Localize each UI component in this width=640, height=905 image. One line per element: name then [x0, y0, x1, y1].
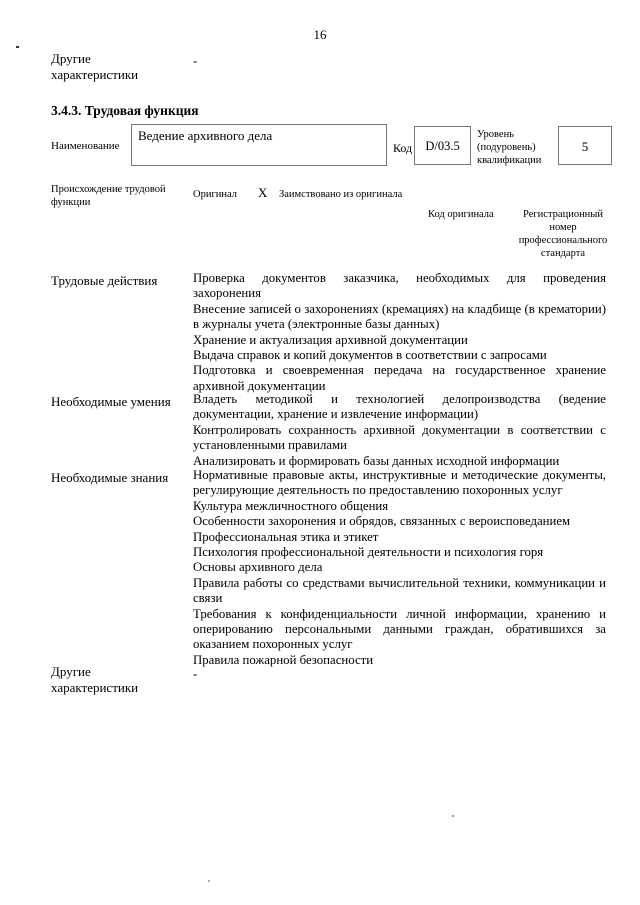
level-value: 5: [581, 139, 589, 154]
knowledge-item: Основы архивного дела: [193, 560, 323, 575]
level-label: Уровень (подуровень) квалификации: [477, 129, 542, 166]
knowledge-item: Особенности захоронения и обрядов, связанных с вероисповеданием: [193, 514, 571, 529]
skills-list: [193, 392, 606, 469]
labor-action-item: Хранение и актуализация архивной документации: [193, 332, 468, 347]
code-label: Код: [393, 141, 413, 155]
origin-mark: X: [258, 185, 268, 200]
origin-borrowed: Заимствовано из оригинала: [279, 189, 403, 200]
scan-speck: [208, 880, 210, 882]
skill-item: Контролировать сохранность архивной документации в соответствии с установленными правилами: [193, 422, 606, 453]
labor-action-item: Подготовка и своевременная передача на государственное хранение архивной документации: [193, 363, 606, 393]
labor-action-item: Выдача справок и копий документов в соответствии с запросами: [193, 348, 547, 363]
scan-speck: [452, 815, 454, 817]
labor-action-item: Проверка документов заказчика, необходимых для проведения захоронения: [193, 271, 606, 301]
page-number: 16: [313, 27, 327, 42]
origin-label: Происхождение трудовой функции: [51, 184, 166, 208]
name-box: [131, 124, 387, 166]
knowledge-list: [193, 468, 606, 668]
code-value: D/03.5: [425, 139, 460, 153]
name-label: Наименование: [51, 140, 120, 152]
name-value: Ведение архивного дела: [138, 128, 273, 143]
knowledge-item: Правила работы со средствами вычислительной техники, коммуникации и связи: [193, 575, 606, 606]
knowledge-item: Нормативные правовые акты, инструктивные и методические документы, регулирующие деятельность по предоставлению похоронных услуг: [193, 468, 606, 498]
labor-actions-list: [193, 271, 606, 394]
bottom-other-value: -: [193, 666, 198, 681]
knowledge-item: Правила пожарной безопасности: [193, 652, 374, 667]
reg-number-label: Регистрационный номер профессионального стандарта: [518, 209, 608, 259]
section-title: 3.4.3. Трудовая функция: [51, 103, 199, 118]
knowledge-item: Психология профессиональной деятельности и психология горя: [193, 545, 544, 560]
knowledge-item: Культура межличностного общения: [193, 498, 389, 513]
knowledge-label: Необходимые знания: [51, 470, 169, 485]
origin-original: Оригинал: [193, 189, 237, 200]
top-other-label: Другие характеристики: [51, 51, 139, 82]
bottom-other-label: Другие характеристики: [51, 664, 139, 695]
skill-item: Анализировать и формировать базы данных исходной информации: [193, 453, 560, 468]
knowledge-item: Профессиональная этика и этикет: [193, 529, 379, 544]
code-original-label: Код оригинала: [428, 209, 494, 220]
labor-actions-label: Трудовые действия: [51, 273, 158, 288]
scan-speck: [16, 46, 19, 48]
skill-item: Владеть методикой и технологией делопроизводства (ведение документации, хранение и извлечение информации): [193, 392, 606, 422]
level-box: [558, 126, 612, 165]
top-other-value: -: [193, 53, 198, 68]
skills-label: Необходимые умения: [51, 394, 171, 409]
code-box: [414, 126, 471, 165]
labor-action-item: Внесение записей о захоронениях (кремациях) на кладбище (в крематории) в журналы учета (электронные базы данных): [193, 301, 606, 332]
knowledge-item: Требования к конфиденциальности личной информации, хранению и оперированию персональными данными граждан, обратившихся за оказанием похоронных услуг: [193, 606, 606, 652]
